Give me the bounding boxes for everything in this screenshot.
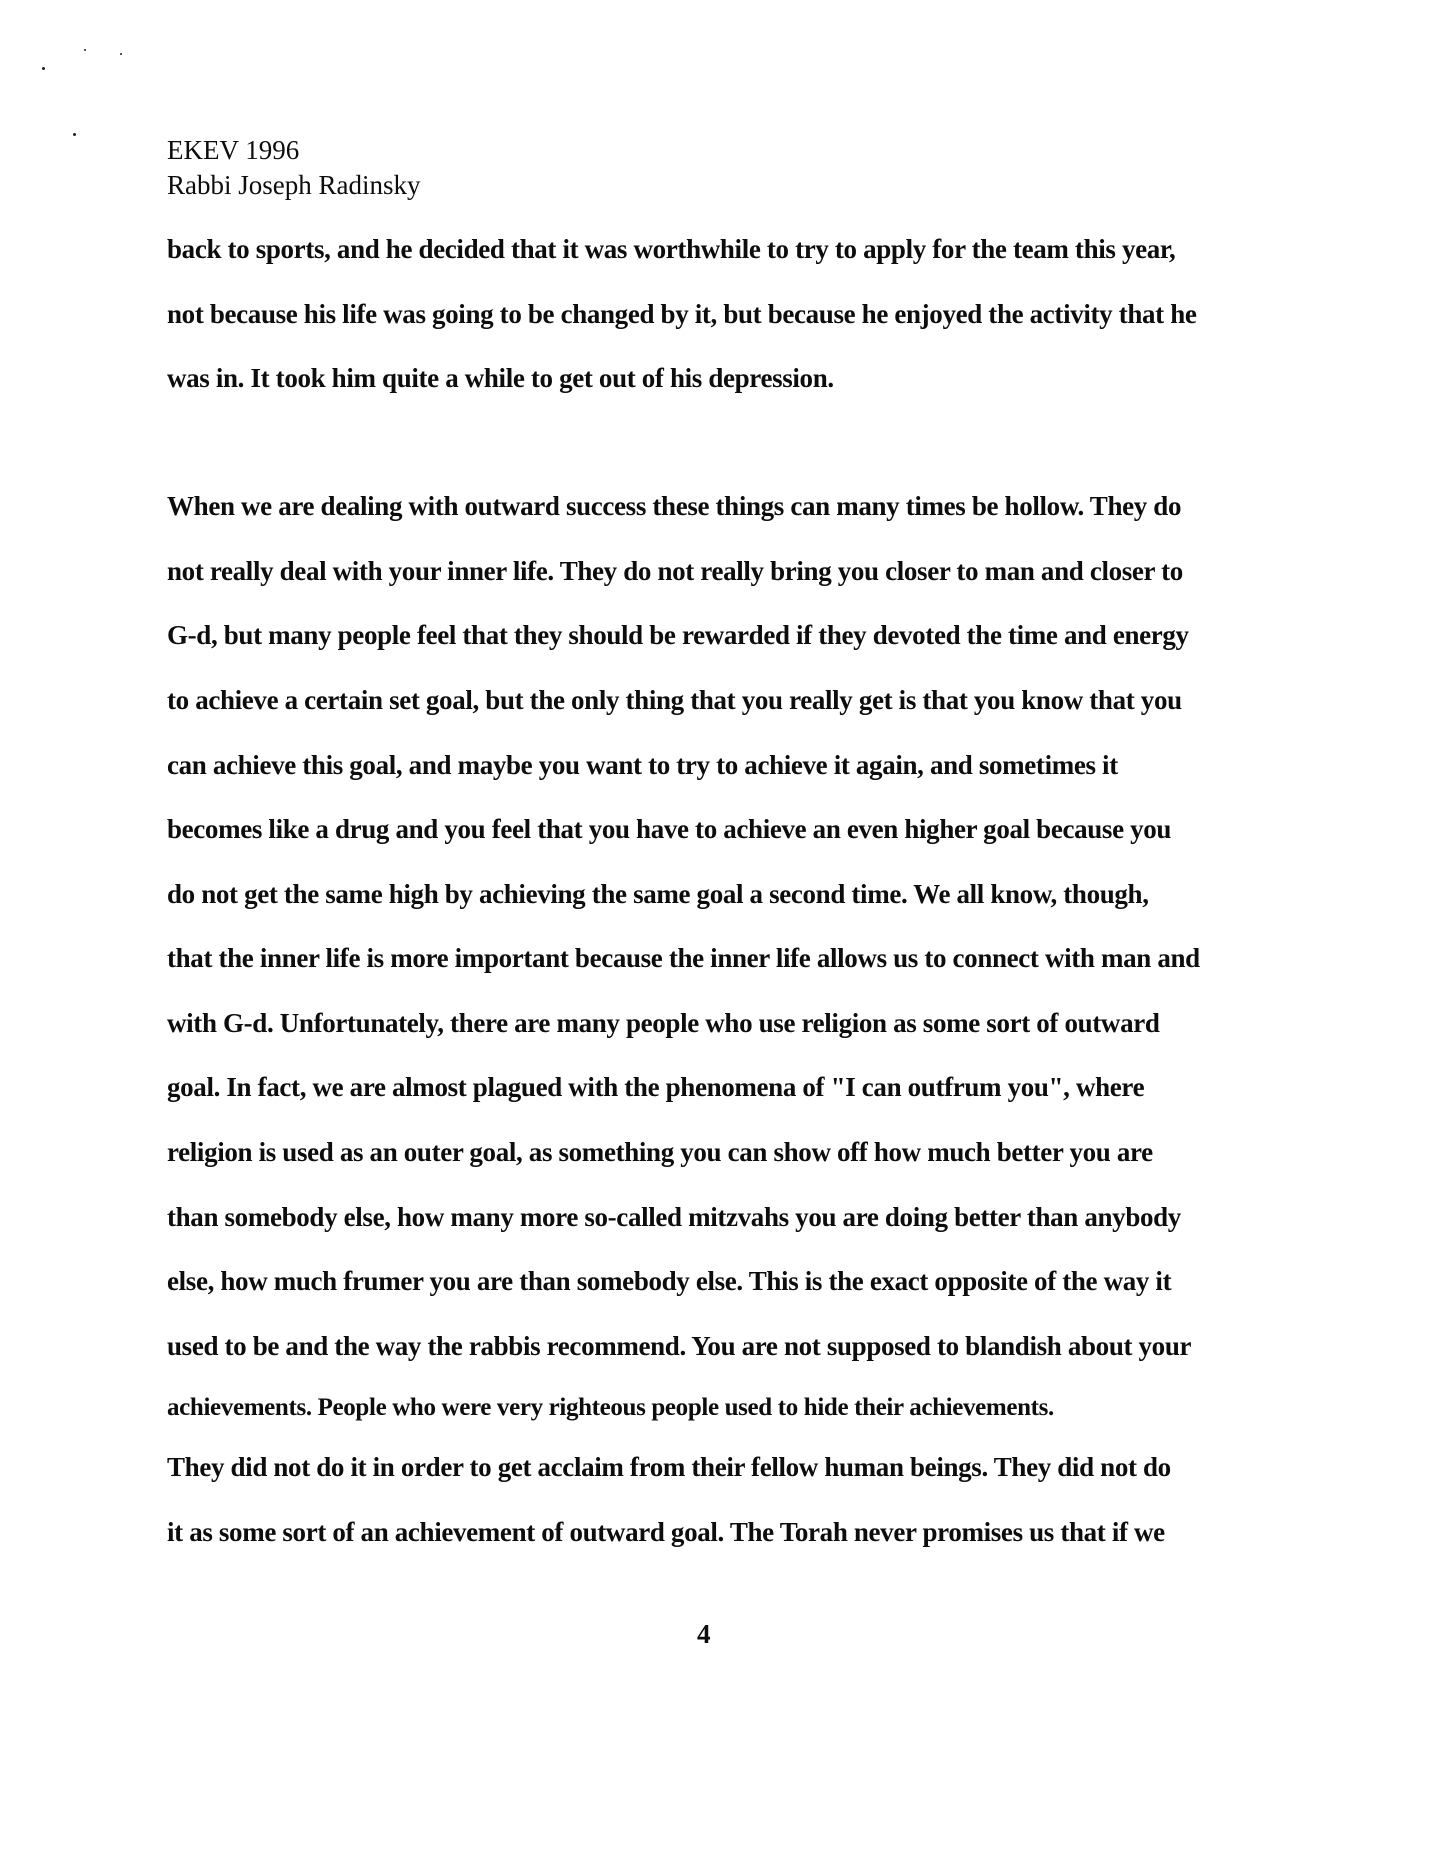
text-line: than somebody else, how many more so-called mitzvahs you are doing better than anybody: [167, 1202, 1181, 1232]
text-line: it as some sort of an achievement of outward goal. The Torah never promises us that if we: [167, 1517, 1165, 1547]
text-line: used to be and the way the rabbis recommend. You are not supposed to blandish about your: [167, 1331, 1192, 1361]
page-number: 4: [697, 1619, 711, 1649]
document-author: Rabbi Joseph Radinsky: [167, 170, 421, 200]
text-line: can achieve this goal, and maybe you want to try to achieve it again, and sometimes it: [167, 750, 1118, 780]
text-line: goal. In fact, we are almost plagued with the phenomena of "I can outfrum you", where: [167, 1072, 1145, 1102]
text-line: becomes like a drug and you feel that you have to achieve an even higher goal because you: [167, 814, 1172, 844]
text-line: When we are dealing with outward success these things can many times be hollow. They do: [167, 491, 1182, 521]
text-line: G-d, but many people feel that they should be rewarded if they devoted the time and energy: [167, 620, 1189, 650]
text-line: achievements. People who were very righteous people used to hide their achievements.: [167, 1394, 1054, 1421]
text-line: else, how much frumer you are than somebody else. This is the exact opposite of the way it: [167, 1266, 1172, 1296]
text-line: with G-d. Unfortunately, there are many people who use religion as some sort of outward: [167, 1008, 1160, 1038]
text-line: They did not do it in order to get acclaim from their fellow human beings. They did not do: [167, 1452, 1171, 1482]
text-line: not really deal with your inner life. They do not really bring you closer to man and closer to: [167, 556, 1183, 586]
text-line: do not get the same high by achieving the same goal a second time. We all know, though,: [167, 879, 1149, 909]
scan-speck: [120, 53, 122, 55]
text-line: that the inner life is more important because the inner life allows us to connect with man and: [167, 943, 1200, 973]
document-header: [167, 133, 421, 203]
text-line: religion is used as an outer goal, as something you can show off how much better you are: [167, 1137, 1153, 1167]
text-line: to achieve a certain set goal, but the only thing that you really get is that you know that you: [167, 685, 1182, 715]
text-line: back to sports, and he decided that it was worthwhile to try to apply for the team this year,: [167, 234, 1176, 264]
text-line: not because his life was going to be changed by it, but because he enjoyed the activity that he: [167, 299, 1197, 329]
text-line: was in. It took him quite a while to get out of his depression.: [167, 363, 834, 393]
scan-speck: [73, 133, 76, 136]
scan-speck: [42, 67, 45, 70]
scan-speck: [84, 49, 86, 51]
document-title: EKEV 1996: [167, 135, 300, 165]
